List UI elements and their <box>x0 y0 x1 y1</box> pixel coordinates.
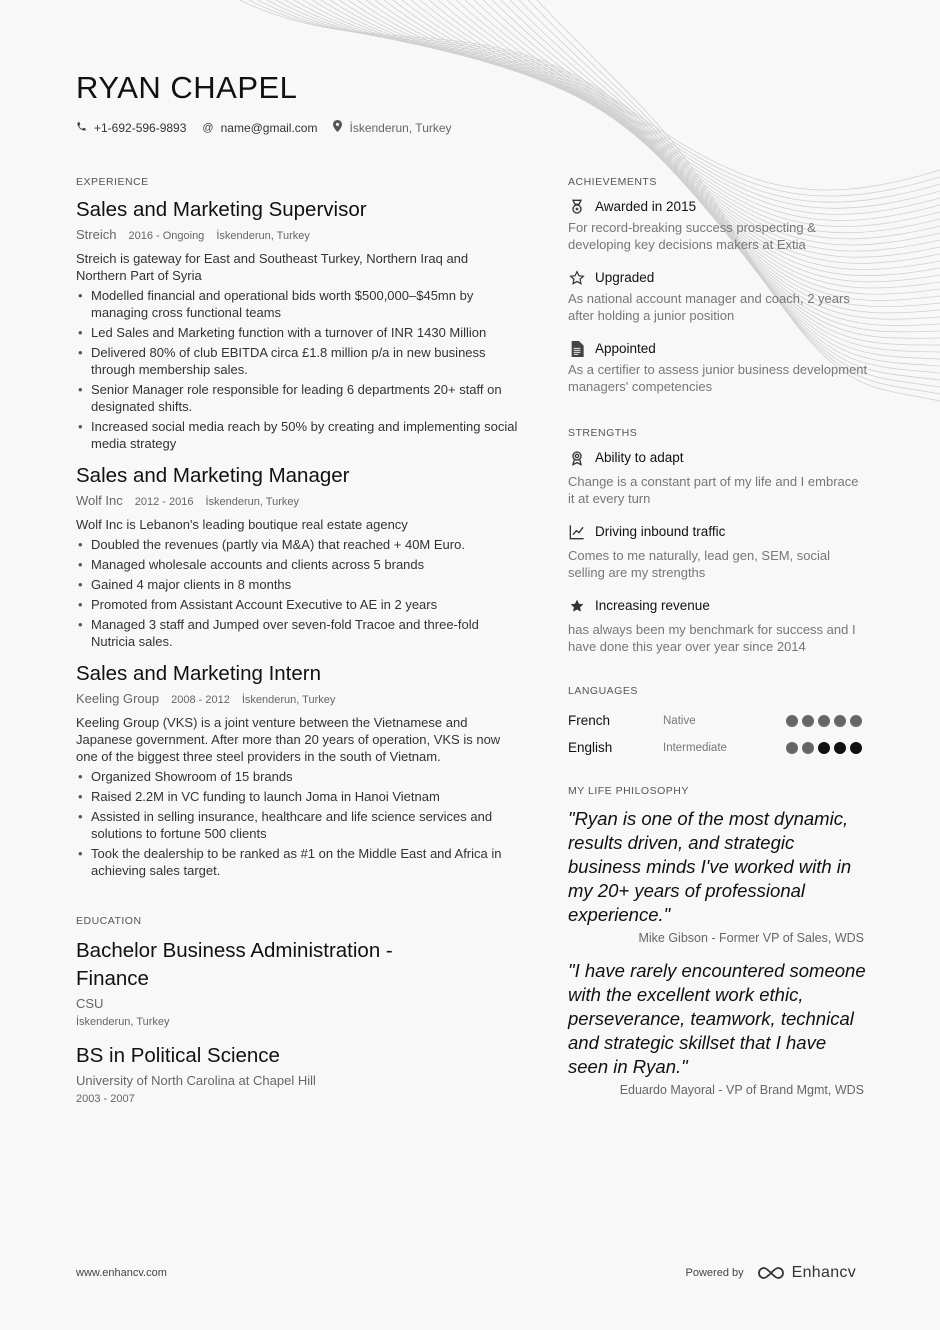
job-bullet: • Led Sales and Marketing function with a turnover of INR 1430 Million <box>76 324 521 341</box>
rating-dot <box>818 715 830 727</box>
achievement-description: As a certifier to assess junior business development managers' competencies <box>568 362 868 394</box>
page-footer <box>76 1264 856 1282</box>
phone-number: +1-692-596-9893 <box>94 120 187 135</box>
job-meta <box>76 227 521 242</box>
rating-dot <box>834 742 846 754</box>
education-item <box>76 937 521 1028</box>
language-level: Native <box>663 714 696 727</box>
job-bullets <box>76 536 521 650</box>
powered-by-label: Powered by <box>685 1267 744 1279</box>
right-column <box>568 176 868 1111</box>
strength-item <box>568 597 868 655</box>
job-bullets <box>76 768 521 879</box>
at-sign-icon: @ <box>202 121 214 134</box>
job-bullet: • Raised 2.2M in VC funding to launch Joma in Hanoi Vietnam <box>76 788 521 805</box>
footer-website-link[interactable]: www.enhancv.com <box>76 1267 167 1279</box>
language-name: French <box>568 713 611 728</box>
job-bullet: • Delivered 80% of club EBITDA circa £1.8 million p/a in new business through membership sales. <box>76 344 521 378</box>
achievement-title: Appointed <box>595 341 656 356</box>
location-pin-icon <box>333 120 342 135</box>
medal-icon <box>568 198 585 215</box>
rating-dot <box>850 742 862 754</box>
strength-title: Ability to adapt <box>595 450 684 465</box>
job-title: Sales and Marketing Intern <box>76 662 321 685</box>
job-title: Sales and Marketing Supervisor <box>76 198 367 221</box>
languages-section <box>568 685 868 761</box>
email-contact[interactable] <box>202 121 317 135</box>
education-item <box>76 1042 521 1105</box>
job-description: Keeling Group (VKS) is a joint venture between the Vietnamese and Japanese government. After more than 20 years of operation, VKS is now one of the biggest three steel providers in the south of Vietnam. <box>76 715 501 764</box>
achievement-description: For record-breaking success prospecting & developing key decisions makers at Extia <box>568 220 816 252</box>
brand-logo[interactable] <box>756 1264 856 1282</box>
quote-block <box>568 807 868 945</box>
job-location: İskenderun, Turkey <box>241 694 336 706</box>
philosophy-section-title: MY LIFE PHILOSOPHY <box>568 785 689 797</box>
job-dates: 2008 - 2012 <box>171 694 230 706</box>
brand-name: Enhancv <box>791 1264 856 1281</box>
rating-dot <box>786 715 798 727</box>
education-section-title: EDUCATION <box>76 915 142 927</box>
strength-item <box>568 449 868 507</box>
quote-text: "I have rarely encountered someone with the excellent work ethic, perseverance, teamwork, technical and strategic skillset that I have seen in Ryan." <box>568 960 866 1077</box>
phone-icon <box>76 121 87 135</box>
strength-title: Increasing revenue <box>595 598 710 613</box>
job-company: Streich <box>76 227 117 242</box>
quote-author: Mike Gibson - Former VP of Sales, WDS <box>638 931 864 945</box>
strength-item <box>568 523 868 581</box>
job-bullet: • Gained 4 major clients in 8 months <box>76 576 521 593</box>
rating-dot <box>850 715 862 727</box>
philosophy-section <box>568 785 868 1097</box>
phone-contact[interactable] <box>76 121 186 135</box>
job-bullet: • Senior Manager role responsible for leading 6 departments 20+ staff on designated shifts. <box>76 381 521 415</box>
strength-description: has always been my benchmark for success and I have done this year over year since 2014 <box>568 622 856 654</box>
job-dates: 2012 - 2016 <box>134 496 194 508</box>
rating-dot <box>802 715 814 727</box>
quote-author: Eduardo Mayoral - VP of Brand Mgmt, WDS <box>619 1083 864 1097</box>
location-contact <box>333 120 451 135</box>
experience-item <box>76 198 521 452</box>
job-description: Wolf Inc is Lebanon's leading boutique real estate agency <box>76 517 408 532</box>
job-bullet: • Increased social media reach by 50% by creating and implementing social media strategy <box>76 418 521 452</box>
degree-title: Bachelor Business Administration - Finance <box>76 939 393 990</box>
school-name: University of North Carolina at Chapel Hill <box>76 1073 316 1088</box>
language-row <box>568 734 868 761</box>
left-column <box>76 176 521 1119</box>
resume-header <box>76 70 452 135</box>
language-name: English <box>568 740 613 755</box>
experience-item <box>76 464 521 650</box>
job-bullet: • Assisted in selling insurance, healthcare and life science services and solutions to fortune 500 clients <box>76 808 521 842</box>
language-level: Intermediate <box>663 741 727 754</box>
language-rating-dots <box>786 742 862 754</box>
rating-dot <box>786 742 798 754</box>
job-bullet: • Promoted from Assistant Account Executive to AE in 2 years <box>76 596 521 613</box>
star-filled-icon <box>568 597 585 614</box>
job-bullet: • Modelled financial and operational bids worth $500,000–$45mn by managing cross functional teams <box>76 287 521 321</box>
achievement-item <box>568 340 868 395</box>
experience-section-title: EXPERIENCE <box>76 176 149 188</box>
strengths-section <box>568 427 868 655</box>
job-company: Wolf Inc <box>76 493 123 508</box>
achievement-title: Upgraded <box>595 270 655 285</box>
job-description: Streich is gateway for East and Southeast Turkey, Northern Iraq and Northern Part of Syria <box>76 251 469 283</box>
experience-item <box>76 662 521 879</box>
strength-description: Change is a constant part of my life and I embrace it at every turn <box>568 474 859 506</box>
job-title: Sales and Marketing Manager <box>76 464 350 487</box>
candidate-name: RYAN CHAPEL <box>76 70 298 105</box>
rating-dot <box>818 742 830 754</box>
location-text: İskenderun, Turkey <box>349 120 452 135</box>
achievement-item <box>568 198 868 253</box>
trend-chart-icon <box>568 523 585 540</box>
education-location: İskenderun, Turkey <box>76 1016 170 1028</box>
job-bullet: • Managed wholesale accounts and clients across 5 brands <box>76 556 521 573</box>
job-dates: 2016 - Ongoing <box>128 230 205 242</box>
strength-title: Driving inbound traffic <box>595 524 726 539</box>
job-location: İskenderun, Turkey <box>205 496 299 508</box>
star-outline-icon <box>568 269 585 286</box>
job-location: İskenderun, Turkey <box>216 230 310 242</box>
job-company: Keeling Group <box>76 691 160 706</box>
language-rating-dots <box>786 715 862 727</box>
strengths-section-title: STRENGTHS <box>568 427 638 439</box>
quote-block <box>568 959 868 1097</box>
email-address: name@gmail.com <box>220 120 318 135</box>
strength-description: Comes to me naturally, lead gen, SEM, social selling are my strengths <box>568 548 831 580</box>
languages-section-title: LANGUAGES <box>568 685 638 697</box>
job-bullet: • Managed 3 staff and Jumped over seven-fold Tracoe and three-fold Nutricia sales. <box>76 616 521 650</box>
job-bullets <box>76 287 521 452</box>
school-name: CSU <box>76 996 104 1011</box>
degree-title: BS in Political Science <box>76 1044 280 1067</box>
award-icon <box>568 449 585 466</box>
quote-text: "Ryan is one of the most dynamic, results driven, and strategic business minds I've worked with in my 20+ years of professional experience." <box>568 808 852 925</box>
achievement-item <box>568 269 868 324</box>
job-meta <box>76 691 521 706</box>
powered-by <box>686 1264 856 1282</box>
contact-info <box>76 120 452 135</box>
rating-dot <box>802 742 814 754</box>
achievements-section-title: ACHIEVEMENTS <box>568 176 657 188</box>
achievement-title: Awarded in 2015 <box>595 199 697 214</box>
job-meta <box>76 493 521 508</box>
education-dates: 2003 - 2007 <box>76 1093 135 1105</box>
education-section <box>76 915 521 1105</box>
job-bullet: • Organized Showroom of 15 brands <box>76 768 521 785</box>
rating-dot <box>834 715 846 727</box>
infinity-logo-icon <box>756 1265 786 1281</box>
language-row <box>568 707 868 734</box>
job-bullet: • Took the dealership to be ranked as #1 on the Middle East and Africa in achieving sales target. <box>76 845 521 879</box>
document-icon <box>568 340 585 357</box>
job-bullet: • Doubled the revenues (partly via M&A) that reached + 40M Euro. <box>76 536 521 553</box>
achievement-description: As national account manager and coach, 2 years after holding a junior position <box>568 291 850 323</box>
